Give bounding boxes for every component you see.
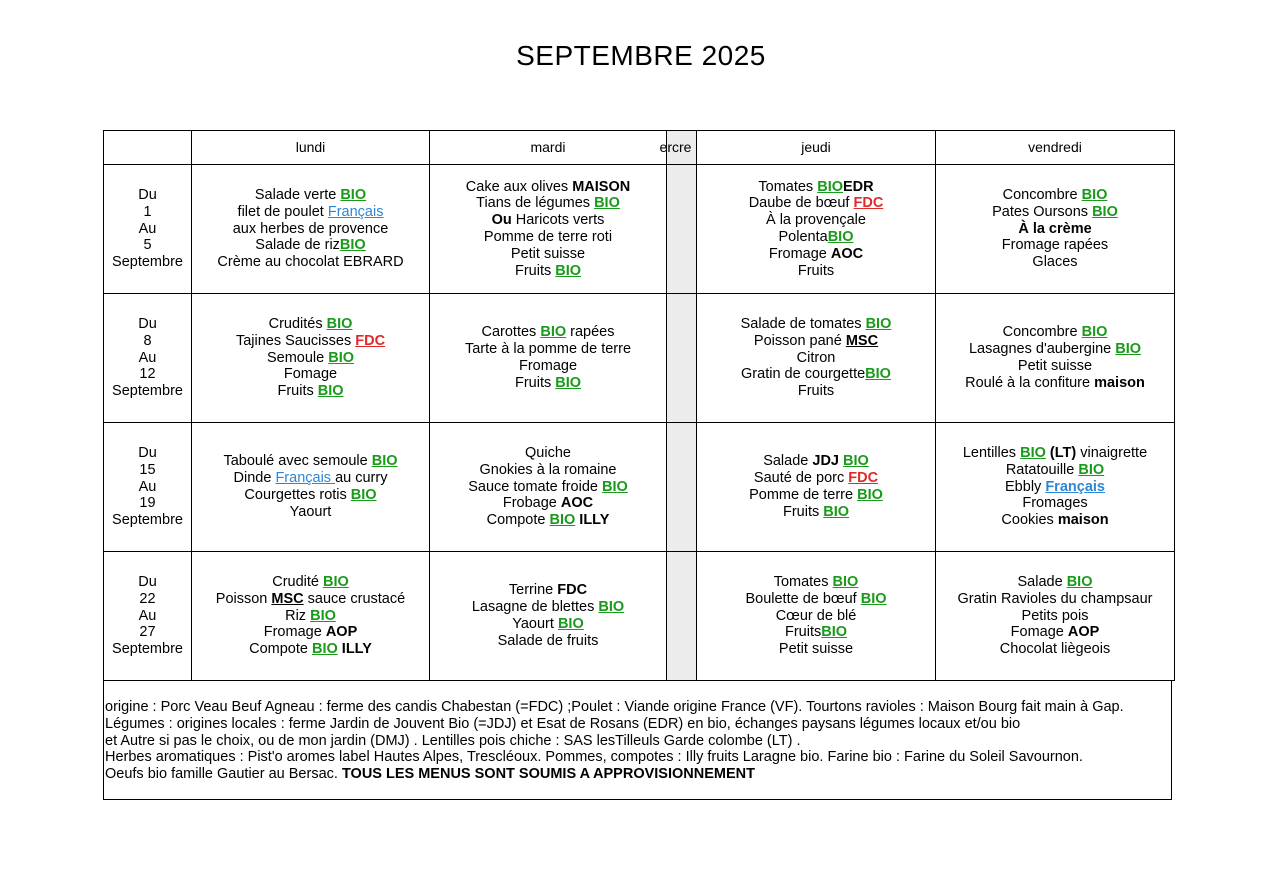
origin-link[interactable]: Français	[327, 203, 384, 220]
text-segment: Yaourt	[289, 503, 332, 520]
text-segment: ILLY	[337, 641, 372, 658]
menu-item	[430, 445, 666, 462]
bio-label: BIO	[1081, 187, 1108, 203]
text-segment: Tians de légumes	[476, 195, 595, 212]
menu-item	[430, 462, 666, 479]
bio-label: BIO	[598, 599, 625, 616]
menu-cell-mardi	[430, 294, 667, 423]
menu-cell-jeudi	[697, 423, 936, 552]
week-row	[104, 552, 1175, 681]
text-segment: et Autre si pas le choix, ou de mon jardin (DMJ) . Lentilles pois chiche : SAS lesTilleuls Garde colombe (LT) .	[105, 732, 801, 749]
text-segment: (LT)	[1045, 445, 1077, 461]
text-segment: Tarte à la pomme de terre	[464, 341, 632, 358]
text-segment: sauce crustacé	[303, 590, 406, 607]
footer-line	[104, 766, 1171, 783]
menu-item	[936, 204, 1174, 221]
text-segment: Pomme de terre roti	[483, 229, 613, 245]
text-segment: MSC	[271, 590, 304, 607]
menu-cell-mardi	[430, 552, 667, 681]
day-header-lundi: lundi	[192, 131, 430, 165]
menu-item	[192, 221, 429, 238]
menu-item	[192, 237, 429, 254]
bio-label: BIO	[832, 574, 859, 590]
text-segment: Citron	[796, 349, 836, 366]
text-segment: Crudités	[268, 316, 327, 332]
menu-item	[936, 624, 1174, 641]
text-segment: Daube de bœuf	[748, 195, 854, 212]
menu-item	[430, 229, 666, 246]
bio-label: BIO	[865, 366, 891, 383]
menu-item	[430, 375, 666, 392]
text-segment: Ou	[491, 212, 512, 229]
text-segment: Pates Oursons	[992, 203, 1093, 220]
text-segment: maison	[1057, 512, 1109, 529]
text-segment: Terrine	[508, 582, 558, 599]
text-segment: Fromage	[518, 358, 578, 374]
bio-label: BIO	[821, 624, 848, 641]
menu-item	[936, 341, 1174, 358]
week-label-line: Au	[138, 349, 157, 366]
bio-label: BIO	[555, 374, 582, 391]
menu-item	[936, 445, 1174, 462]
week-label	[104, 552, 192, 681]
menu-cell-jeudi	[697, 294, 936, 423]
menu-item	[192, 591, 429, 608]
text-segment: Ebbly	[1005, 478, 1046, 495]
menu-item	[697, 246, 935, 263]
menu-item	[192, 624, 429, 641]
text-segment: Fomage	[283, 366, 338, 383]
bio-label: BIO	[860, 590, 887, 607]
week-label	[104, 423, 192, 552]
text-segment: Fromage	[263, 624, 326, 641]
text-segment: origine : Porc Veau Beuf Agneau : ferme des candis Chabestan (=FDC) ;Poulet : Viande origine France (VF). Tourtons ravioles : Maison Bourg fait main à Gap.	[105, 699, 1124, 715]
text-segment: Glaces	[1032, 254, 1078, 271]
menu-item	[697, 574, 935, 591]
text-segment: AOP	[325, 624, 358, 641]
footer-notes	[103, 680, 1172, 800]
text-segment: Sauce tomate froide	[468, 478, 603, 495]
menu-table	[103, 130, 1175, 681]
text-segment: Boulette de bœuf	[745, 590, 861, 607]
text-segment: Lentilles	[962, 445, 1021, 461]
fdc-label: FDC	[355, 332, 386, 349]
menu-item	[192, 366, 429, 383]
menu-item	[697, 383, 935, 400]
text-segment: Salade de tomates	[740, 316, 866, 332]
day-header-jeudi: jeudi	[697, 131, 936, 165]
corner-cell	[104, 131, 192, 165]
menu-item	[430, 341, 666, 358]
text-segment: Tajines Saucisses	[235, 332, 356, 349]
week-label-line: 5	[143, 237, 152, 254]
bio-label: BIO	[371, 453, 398, 470]
week-label-line: 1	[143, 203, 152, 220]
text-segment: Sauté de porc	[753, 470, 849, 487]
bio-label: BIO	[817, 178, 843, 195]
text-segment: Fomage	[1010, 624, 1068, 641]
bio-label: BIO	[857, 487, 883, 503]
menu-item	[697, 608, 935, 625]
text-segment: Courgettes rotis	[244, 487, 351, 503]
menu-cell-vendredi	[936, 294, 1175, 423]
week-label-line: Du	[138, 187, 157, 203]
menu-item	[697, 212, 935, 229]
menu-item	[430, 324, 666, 341]
text-segment: vinaigrette	[1076, 445, 1148, 461]
menu-item	[936, 479, 1174, 496]
menu-item	[192, 504, 429, 521]
bio-label: BIO	[1020, 445, 1046, 461]
week-label-line: Au	[138, 478, 157, 495]
menu-item	[697, 333, 935, 350]
text-segment: Riz	[285, 607, 311, 624]
text-segment: Semoule	[266, 349, 329, 366]
week-label-line: Du	[138, 445, 157, 461]
text-segment: Fruits	[797, 262, 835, 279]
text-segment: Petits pois	[1021, 607, 1089, 624]
bio-label: BIO	[350, 487, 377, 503]
menu-item	[936, 221, 1174, 238]
text-segment: Fromage rapées	[1001, 237, 1109, 254]
text-segment: Fruits	[784, 624, 822, 641]
text-segment: MSC	[845, 332, 879, 349]
bio-label: BIO	[557, 616, 584, 632]
text-segment: Cœur de blé	[775, 607, 857, 624]
day-header-vendredi: vendredi	[936, 131, 1175, 165]
menu-item	[936, 591, 1174, 608]
text-segment: À la crème	[1018, 220, 1092, 237]
menu-item	[430, 599, 666, 616]
footer-line	[104, 699, 1171, 716]
bio-label: BIO	[594, 195, 620, 212]
text-segment: AOC	[560, 495, 594, 512]
menu-item	[936, 495, 1174, 512]
menu-item	[936, 641, 1174, 658]
menu-cell-lundi	[192, 423, 430, 552]
menu-item	[192, 350, 429, 367]
bio-label: BIO	[326, 316, 353, 332]
text-segment: Salade	[763, 453, 813, 470]
footer-line	[104, 733, 1171, 750]
menu-item	[430, 246, 666, 263]
week-row	[104, 294, 1175, 423]
text-segment: Yaourt	[512, 616, 558, 632]
text-segment: Salade de fruits	[497, 632, 599, 649]
bio-label: BIO	[323, 574, 349, 590]
text-segment: EDR	[843, 178, 874, 195]
menu-item	[697, 470, 935, 487]
menu-item	[430, 179, 666, 196]
menu-item	[697, 624, 935, 641]
text-segment: Tomates	[758, 178, 818, 195]
menu-cell-mercredi	[667, 552, 697, 681]
menu-item	[192, 316, 429, 333]
week-label-line: Du	[138, 316, 157, 332]
week-label-line: Septembre	[112, 512, 183, 529]
text-segment: Fromages	[1022, 495, 1088, 512]
menu-item	[430, 616, 666, 633]
bio-label: BIO	[311, 641, 338, 658]
header-row	[104, 131, 1175, 165]
fdc-label: FDC	[853, 195, 884, 212]
menu-item	[697, 263, 935, 280]
menu-item	[192, 487, 429, 504]
text-segment: Crème au chocolat EBRARD	[217, 254, 404, 271]
menu-item	[430, 479, 666, 496]
menu-cell-lundi	[192, 165, 430, 294]
text-segment: Lasagnes d'aubergine	[968, 341, 1116, 358]
menu-item	[430, 195, 666, 212]
menu-item	[936, 324, 1174, 341]
text-segment: filet de poulet	[237, 203, 328, 220]
text-segment: Chocolat liègeois	[999, 641, 1111, 658]
menu-item	[430, 358, 666, 375]
week-label-line: 8	[143, 332, 152, 349]
week-label-line: 12	[139, 366, 156, 383]
bio-label: BIO	[555, 262, 582, 279]
text-segment: Fruits	[514, 262, 556, 279]
menu-item	[192, 608, 429, 625]
text-segment: Gratin Ravioles du champsaur	[957, 590, 1153, 607]
menu-cell-lundi	[192, 552, 430, 681]
text-segment: Dinde	[233, 470, 276, 487]
menu-cell-jeudi	[697, 165, 936, 294]
menu-item	[430, 263, 666, 280]
text-segment: Tomates	[773, 574, 833, 590]
menu-cell-mardi	[430, 165, 667, 294]
text-segment: Cake aux olives	[465, 178, 573, 195]
menu-item	[430, 633, 666, 650]
text-segment: aux herbes de provence	[232, 220, 389, 237]
menu-item	[697, 453, 935, 470]
menu-item	[936, 375, 1174, 392]
text-segment: Compote	[486, 512, 550, 529]
week-label-line: Septembre	[112, 383, 183, 400]
week-label-line: Au	[138, 220, 157, 237]
menu-item	[936, 358, 1174, 375]
text-segment: au curry	[335, 470, 388, 487]
menu-item	[697, 350, 935, 367]
bio-label: BIO	[317, 383, 344, 400]
origin-link[interactable]: Français	[1045, 478, 1105, 495]
menu-cell-mardi	[430, 423, 667, 552]
menu-item	[430, 495, 666, 512]
menu-item	[936, 237, 1174, 254]
bio-label: BIO	[339, 237, 366, 254]
week-label-line: 15	[139, 461, 156, 478]
text-segment: Concombre	[1002, 324, 1082, 341]
week-label-line: Septembre	[112, 254, 183, 271]
text-segment: ILLY	[575, 512, 610, 529]
footer-line	[104, 716, 1171, 733]
bio-label: BIO	[340, 187, 367, 203]
menu-item	[192, 187, 429, 204]
text-segment: maison	[1094, 374, 1145, 391]
text-segment: Petit suisse	[778, 641, 854, 658]
text-segment: Fruits	[782, 503, 824, 520]
text-segment: Fruits	[277, 383, 318, 400]
bio-label: BIO	[823, 503, 850, 520]
text-segment: JDJ	[812, 453, 839, 470]
week-label-line: 19	[139, 495, 156, 512]
bio-label: BIO	[602, 478, 628, 495]
menu-item	[697, 195, 935, 212]
text-segment: Poisson pané	[753, 332, 846, 349]
menu-cell-jeudi	[697, 552, 936, 681]
text-segment: Ratatouille	[1005, 461, 1079, 478]
bio-label: BIO	[1066, 574, 1093, 590]
page-title: SEPTEMBRE 2025	[516, 40, 766, 71]
text-segment: Fruits	[514, 374, 556, 391]
menu-item	[430, 582, 666, 599]
menu-cell-mercredi	[667, 294, 697, 423]
text-segment: Pomme de terre	[749, 487, 858, 503]
bio-label: BIO	[1115, 341, 1142, 358]
menu-item	[697, 229, 935, 246]
week-label-line: Au	[138, 607, 157, 624]
text-segment: Compote	[249, 641, 312, 658]
menu-item	[936, 187, 1174, 204]
menu-item	[936, 574, 1174, 591]
bio-label: BIO	[1092, 203, 1118, 220]
text-segment: Salade verte	[254, 187, 341, 203]
text-segment: Petit suisse	[510, 245, 586, 262]
menu-item	[192, 641, 429, 658]
text-segment: Gnokies à la romaine	[479, 461, 617, 478]
week-label-line: Septembre	[112, 641, 183, 658]
menu-cell-vendredi	[936, 165, 1175, 294]
menu-item	[192, 453, 429, 470]
text-segment: Taboulé avec semoule	[223, 453, 372, 470]
bio-label: BIO	[310, 607, 336, 624]
text-segment: Polenta	[778, 229, 828, 245]
text-segment: Frobage	[502, 495, 561, 512]
text-segment: Roulé à la confiture	[965, 374, 1095, 391]
bio-label: BIO	[1078, 461, 1105, 478]
menu-item	[192, 383, 429, 400]
week-row	[104, 165, 1175, 294]
menu-cell-mercredi	[667, 423, 697, 552]
day-header-mardi: mardi	[430, 131, 667, 165]
menu-item	[430, 512, 666, 529]
text-segment: Poisson	[215, 590, 272, 607]
text-segment: Fromage	[768, 245, 831, 262]
bio-label: BIO	[827, 229, 854, 245]
text-segment: Salade	[1017, 574, 1067, 590]
week-label-line: 27	[139, 624, 156, 641]
menu-cell-mercredi	[667, 165, 697, 294]
text-segment: Concombre	[1002, 187, 1082, 203]
bio-label: BIO	[540, 324, 567, 341]
text-segment: Gratin de courgette	[741, 366, 866, 383]
week-label	[104, 294, 192, 423]
bio-label: BIO	[843, 453, 869, 470]
menu-item	[697, 504, 935, 521]
origin-link[interactable]: Français	[275, 470, 336, 487]
text-segment: MAISON	[572, 178, 631, 195]
text-segment: Crudité	[272, 574, 323, 590]
bio-label: BIO	[1081, 324, 1108, 341]
week-label-line: 22	[139, 590, 156, 607]
text-segment: Carottes	[481, 324, 541, 341]
menu-item	[936, 608, 1174, 625]
bio-label: BIO	[549, 512, 576, 529]
text-segment: Quiche	[525, 445, 571, 461]
menu-item	[936, 462, 1174, 479]
text-segment: Petit suisse	[1017, 358, 1093, 374]
mercredi-label: ercre	[659, 139, 692, 156]
menu-item	[697, 366, 935, 383]
menu-item	[697, 487, 935, 504]
text-segment: Haricots verts	[511, 212, 605, 229]
menu-item	[697, 641, 935, 658]
text-segment: FDC	[557, 582, 588, 599]
week-label	[104, 165, 192, 294]
text-segment: Cookies	[1001, 512, 1058, 529]
text-segment: Herbes aromatiques : Pist'o aromes label Hautes Alpes, Trescléoux. Pommes, compotes : Illy fruits Laragne bio. Farine bio : Farine du Soleil Savournon.	[105, 749, 1083, 766]
footer-line	[104, 749, 1171, 766]
menu-item	[430, 212, 666, 229]
menu-cell-lundi	[192, 294, 430, 423]
text-segment: Légumes : origines locales : ferme Jardin de Jouvent Bio (=JDJ) et Esat de Rosans (EDR) en bio, échanges paysans légumes locaux et/ou bio	[105, 715, 1021, 732]
week-row	[104, 423, 1175, 552]
text-segment: Salade de riz	[255, 237, 340, 254]
fdc-label: FDC	[848, 470, 879, 487]
week-label-line: Du	[138, 574, 157, 590]
menu-item	[192, 574, 429, 591]
menu-item	[697, 591, 935, 608]
text-segment: Oeufs bio famille Gautier au Bersac.	[105, 766, 342, 783]
text-segment: À la provençale	[766, 212, 866, 229]
menu-item	[936, 512, 1174, 529]
text-segment: TOUS LES MENUS SONT SOUMIS A APPROVISIONNEMENT	[341, 766, 755, 783]
text-segment: AOP	[1067, 624, 1100, 641]
bio-label: BIO	[865, 316, 892, 332]
menu-item	[192, 333, 429, 350]
menu-item	[936, 254, 1174, 271]
day-header-mercredi	[659, 131, 697, 165]
text-segment: Fruits	[797, 383, 835, 400]
text-segment: rapées	[566, 324, 615, 341]
menu-cell-vendredi	[936, 552, 1175, 681]
menu-item	[192, 204, 429, 221]
bio-label: BIO	[328, 349, 355, 366]
text-segment: AOC	[830, 245, 864, 262]
menu-item	[192, 470, 429, 487]
text-segment: Lasagne de blettes	[471, 599, 599, 616]
menu-item	[697, 179, 935, 196]
menu-item	[697, 316, 935, 333]
menu-item	[192, 254, 429, 271]
menu-cell-vendredi	[936, 423, 1175, 552]
